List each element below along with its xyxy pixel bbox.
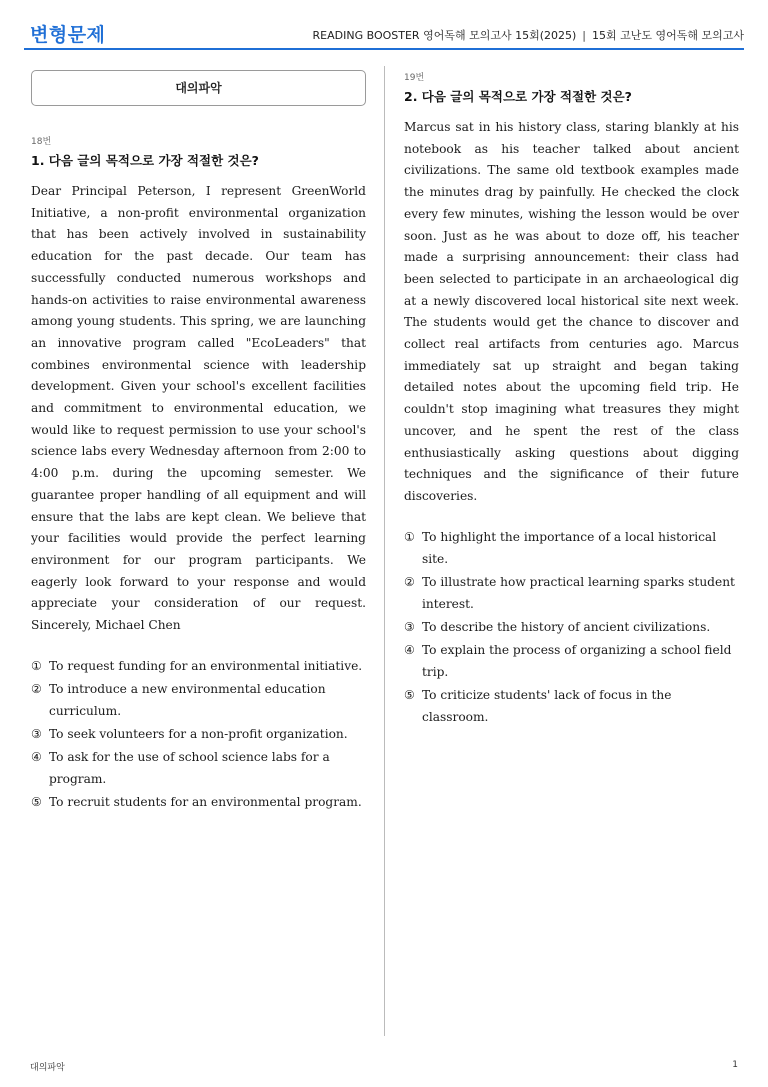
answer-option[interactable] — [31, 723, 366, 745]
answer-option[interactable] — [31, 655, 366, 677]
brand-title: 변형문제 — [30, 24, 106, 46]
answer-options — [404, 526, 739, 728]
option-text: To request funding for an environmental initiative. — [49, 658, 363, 673]
option-number: ④ — [404, 642, 415, 657]
page-number: 1 — [732, 1060, 738, 1070]
series-title: READING BOOSTER 영어독해 모의고사 15회(2025) — [312, 29, 577, 42]
option-text: To describe the history of ancient civilizations. — [422, 619, 711, 634]
option-number: ② — [31, 681, 42, 696]
answer-options — [31, 655, 366, 813]
answer-option[interactable] — [404, 616, 739, 638]
question-title: 2. 다음 글의 목적으로 가장 적절한 것은? — [404, 89, 632, 104]
option-number: ③ — [31, 726, 42, 741]
option-text: To recruit students for an environmental program. — [49, 794, 362, 809]
option-text: To introduce a new environmental education curriculum. — [49, 681, 326, 718]
page-header — [30, 0, 744, 50]
section-label-box: 대의파악 — [31, 70, 366, 106]
right-column — [404, 70, 739, 729]
column-divider — [384, 66, 385, 1036]
option-number: ② — [404, 574, 415, 589]
answer-option[interactable] — [31, 678, 366, 722]
question-passage: Marcus sat in his history class, staring blankly at his notebook as his teacher talked about ancient civilizations. The same old textbook examples made the minutes drag by painfully. He checked the clock every few minutes, wishing the lesson would be over soon. Just as he was about to doze off, his teacher made a surprising announcement: their class had been selected to participate in an archaeological dig at a newly discovered local historical site next week. The students would get the chance to discover and collect real artifacts from centuries ago. Marcus immediately sat up straight and began taking detailed notes about the upcoming field trip. He couldn't stop imagining what treasures they might uncover, and he spent the rest of the class enthusiastically asking questions about digging techniques and the significance of their future discoveries. — [404, 120, 739, 503]
footer-section-label: 대의파악 — [30, 1063, 65, 1073]
answer-option[interactable] — [404, 571, 739, 615]
answer-option[interactable] — [31, 791, 366, 813]
option-number: ⑤ — [31, 794, 42, 809]
option-number: ⑤ — [404, 687, 415, 702]
question-passage: Dear Principal Peterson, I represent GreenWorld Initiative, a non-profit environmental organization that has been actively involved in sustainability education for the past decade. Our team has successfully conducted numerous workshops and hands-on activities to raise environmental awareness among young students. This spring, we are launching an innovative program called "EcoLeaders" that combines environmental science with leadership development. Given your school's excellent facilities and commitment to environmental education, we would like to request permission to use your school's science labs every Wednesday afternoon from 2:00 to 4:00 p.m. during the upcoming semester. We guarantee proper handling of all equipment and will ensure that the labs are kept clean. We believe that your facilities would provide the perfect learning environment for our program participants. We eagerly look forward to your response and would appreciate your consideration of our request. Sincerely, Michael Chen — [31, 184, 366, 633]
answer-option[interactable] — [404, 639, 739, 683]
header-info — [313, 27, 744, 43]
answer-option[interactable] — [31, 746, 366, 790]
option-text: To highlight the importance of a local historical site. — [422, 529, 717, 566]
question-number-label: 18번 — [31, 137, 52, 147]
option-number: ① — [404, 529, 415, 544]
option-number: ④ — [31, 749, 42, 764]
option-text: To criticize students' lack of focus in the classroom. — [422, 687, 672, 724]
header-separator: | — [582, 29, 586, 42]
left-column — [31, 70, 366, 814]
option-text: To illustrate how practical learning sparks student interest. — [422, 574, 735, 611]
exam-title: 15회 고난도 영어독해 모의고사 — [592, 29, 744, 42]
question-number-label: 19번 — [404, 73, 425, 83]
header-rule — [24, 48, 744, 50]
option-number: ① — [31, 658, 42, 673]
question-title: 1. 다음 글의 목적으로 가장 적절한 것은? — [31, 153, 259, 168]
answer-option[interactable] — [404, 526, 739, 570]
answer-option[interactable] — [404, 684, 739, 728]
option-number: ③ — [404, 619, 415, 634]
option-text: To seek volunteers for a non-profit organization. — [49, 726, 348, 741]
option-text: To ask for the use of school science labs for a program. — [49, 749, 330, 786]
option-text: To explain the process of organizing a school field trip. — [422, 642, 732, 679]
